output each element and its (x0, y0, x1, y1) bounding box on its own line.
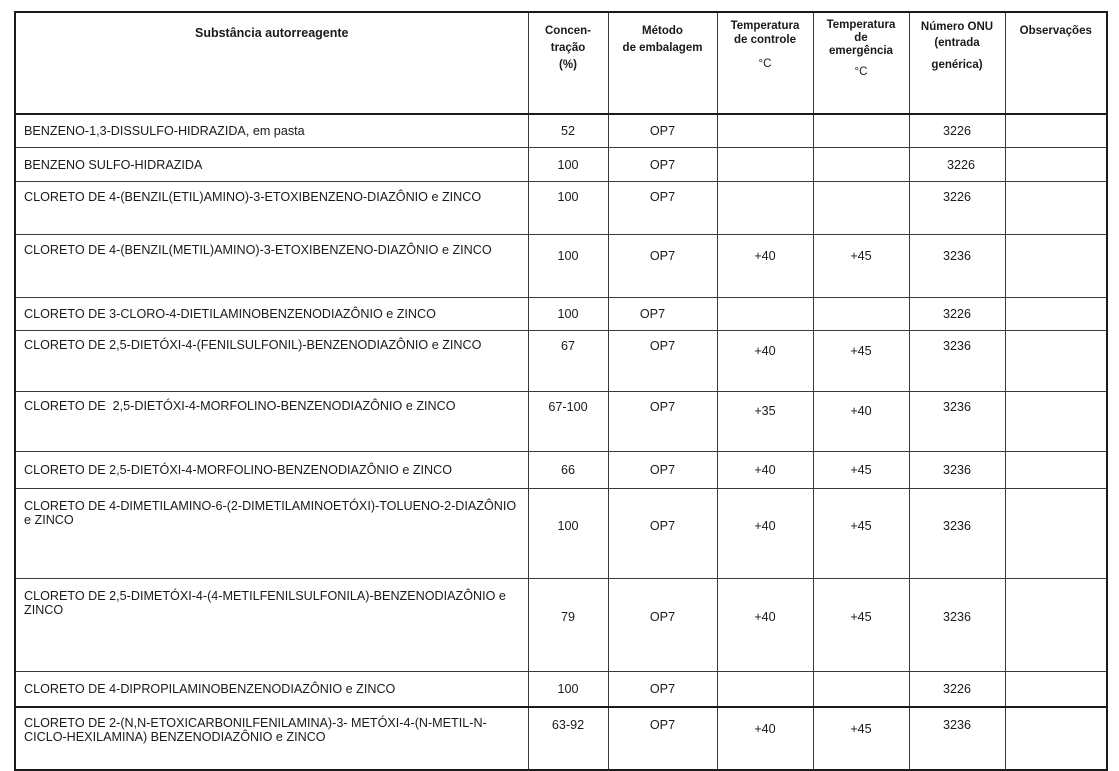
cell-temp-emergencia (813, 298, 909, 331)
header-numero-onu-line: (entrada (934, 37, 980, 49)
cell-substancia: BENZENO SULFO-HIDRAZIDA (15, 148, 528, 182)
table-row (15, 235, 1107, 298)
cell-numero-onu: 3226 (909, 298, 1005, 331)
cell-concentracao: 63-92 (528, 707, 608, 770)
header-numero-onu (909, 12, 1005, 114)
cell-metodo: OP7 (608, 672, 717, 708)
cell-substancia: CLORETO DE 2,5-DIMETÓXI-4-(4-METILFENILSULFONILA)-BENZENODIAZÔNIO e ZINCO (15, 579, 528, 672)
table-row (15, 331, 1107, 392)
header-substancia: Substância autorreagente (15, 12, 528, 114)
cell-temp-controle: +40 (717, 235, 813, 298)
cell-concentracao: 79 (528, 579, 608, 672)
cell-temp-emergencia: +45 (813, 235, 909, 298)
self-reactive-substances-table (14, 11, 1108, 771)
cell-observacoes (1005, 579, 1107, 672)
header-concentracao (528, 12, 608, 114)
cell-observacoes (1005, 298, 1107, 331)
cell-numero-onu: 3236 (909, 489, 1005, 579)
cell-temp-controle: +40 (717, 707, 813, 770)
header-concentracao-line: Concen- (545, 25, 591, 37)
table-row (15, 298, 1107, 331)
header-temp-emergencia-unit: °C (854, 66, 868, 78)
header-concentracao-line: (%) (559, 59, 577, 71)
cell-numero-onu: 3226 (909, 148, 1005, 182)
cell-observacoes (1005, 489, 1107, 579)
header-numero-onu-line: genérica) (931, 59, 983, 71)
header-temp-controle (717, 12, 813, 114)
cell-observacoes (1005, 331, 1107, 392)
cell-temp-emergencia (813, 672, 909, 708)
header-numero-onu-line: Número ONU (920, 21, 994, 33)
cell-temp-emergencia: +40 (813, 392, 909, 452)
cell-concentracao: 100 (528, 489, 608, 579)
cell-concentracao: 100 (528, 182, 608, 235)
header-concentracao-line: tração (550, 42, 586, 54)
cell-substancia: CLORETO DE 4-(BENZIL(ETIL)AMINO)-3-ETOXIBENZENO-DIAZÔNIO e ZINCO (15, 182, 528, 235)
cell-temp-controle: +40 (717, 489, 813, 579)
header-temp-emergencia-line: emergência (829, 45, 893, 57)
cell-substancia: CLORETO DE 4-DIMETILAMINO-6-(2-DIMETILAMINOETÓXI)-TOLUENO-2-DIAZÔNIO e ZINCO (15, 489, 528, 579)
cell-concentracao: 100 (528, 298, 608, 331)
header-temp-controle-line: Temperatura (730, 20, 800, 32)
cell-temp-controle (717, 148, 813, 182)
cell-substancia: CLORETO DE 4-DIPROPILAMINOBENZENODIAZÔNIO e ZINCO (15, 672, 528, 708)
cell-numero-onu: 3236 (909, 707, 1005, 770)
cell-temp-controle (717, 672, 813, 708)
cell-observacoes (1005, 148, 1107, 182)
cell-metodo: OP7 (608, 114, 717, 148)
cell-observacoes (1005, 114, 1107, 148)
cell-metodo: OP7 (608, 579, 717, 672)
cell-metodo: OP7 (608, 707, 717, 770)
table-row (15, 182, 1107, 235)
table-row (15, 148, 1107, 182)
cell-observacoes (1005, 672, 1107, 708)
cell-numero-onu: 3226 (909, 672, 1005, 708)
header-row (15, 12, 1107, 114)
cell-observacoes (1005, 707, 1107, 770)
cell-numero-onu: 3226 (909, 182, 1005, 235)
header-temp-emergencia (813, 12, 909, 114)
cell-temp-emergencia: +45 (813, 452, 909, 489)
cell-temp-emergencia (813, 182, 909, 235)
table-row (15, 114, 1107, 148)
cell-metodo: OP7 (608, 392, 717, 452)
cell-substancia: BENZENO-1,3-DISSULFO-HIDRAZIDA, em pasta (15, 114, 528, 148)
cell-temp-controle (717, 114, 813, 148)
cell-metodo: OP7 (608, 298, 717, 331)
cell-numero-onu: 3236 (909, 452, 1005, 489)
cell-metodo: OP7 (608, 148, 717, 182)
header-temp-controle-line: de controle (734, 34, 796, 46)
cell-metodo: OP7 (608, 331, 717, 392)
table-row (15, 452, 1107, 489)
cell-numero-onu: 3226 (909, 114, 1005, 148)
cell-metodo: OP7 (608, 235, 717, 298)
cell-numero-onu: 3236 (909, 331, 1005, 392)
header-temp-controle-unit: °C (758, 58, 772, 70)
table-row (15, 392, 1107, 452)
cell-temp-emergencia: +45 (813, 489, 909, 579)
cell-numero-onu: 3236 (909, 392, 1005, 452)
table-row (15, 579, 1107, 672)
cell-concentracao: 67-100 (528, 392, 608, 452)
cell-observacoes (1005, 235, 1107, 298)
cell-temp-emergencia (813, 114, 909, 148)
cell-temp-controle (717, 182, 813, 235)
document-page (14, 11, 1108, 771)
cell-concentracao: 66 (528, 452, 608, 489)
cell-temp-emergencia: +45 (813, 579, 909, 672)
cell-metodo: OP7 (608, 182, 717, 235)
cell-metodo: OP7 (608, 489, 717, 579)
cell-concentracao: 100 (528, 235, 608, 298)
cell-concentracao: 67 (528, 331, 608, 392)
cell-substancia: CLORETO DE 2-(N,N-ETOXICARBONILFENILAMINA)-3- METÓXI-4-(N-METIL-N-CICLO-HEXILAMINA) BENZENODIAZÔNIO e ZINCO (15, 707, 528, 770)
cell-concentracao: 100 (528, 148, 608, 182)
cell-substancia: CLORETO DE 4-(BENZIL(METIL)AMINO)-3-ETOXIBENZENO-DIAZÔNIO e ZINCO (15, 235, 528, 298)
cell-temp-emergencia: +45 (813, 707, 909, 770)
cell-temp-controle: +40 (717, 452, 813, 489)
header-metodo (608, 12, 717, 114)
cell-temp-emergencia: +45 (813, 331, 909, 392)
cell-observacoes (1005, 392, 1107, 452)
cell-temp-controle: +40 (717, 579, 813, 672)
cell-observacoes (1005, 452, 1107, 489)
cell-temp-emergencia (813, 148, 909, 182)
cell-observacoes (1005, 182, 1107, 235)
table-row (15, 707, 1107, 770)
cell-temp-controle (717, 298, 813, 331)
header-observacoes: Observações (1005, 12, 1107, 114)
header-temp-emergencia-line: Temperatura (826, 19, 896, 31)
cell-concentracao: 52 (528, 114, 608, 148)
cell-substancia: CLORETO DE 2,5-DIETÓXI-4-MORFOLINO-BENZENODIAZÔNIO e ZINCO (15, 452, 528, 489)
cell-substancia: CLORETO DE 2,5-DIETÓXI-4-MORFOLINO-BENZENODIAZÔNIO e ZINCO (15, 392, 528, 452)
table-row (15, 489, 1107, 579)
cell-substancia: CLORETO DE 2,5-DIETÓXI-4-(FENILSULFONIL)-BENZENODIAZÔNIO e ZINCO (15, 331, 528, 392)
cell-numero-onu: 3236 (909, 235, 1005, 298)
header-metodo-line: de embalagem (622, 42, 703, 54)
cell-temp-controle: +35 (717, 392, 813, 452)
cell-metodo: OP7 (608, 452, 717, 489)
cell-numero-onu: 3236 (909, 579, 1005, 672)
cell-substancia: CLORETO DE 3-CLORO-4-DIETILAMINOBENZENODIAZÔNIO e ZINCO (15, 298, 528, 331)
header-metodo-line: Método (642, 25, 683, 37)
table-row (15, 672, 1107, 708)
header-temp-emergencia-line: de (854, 32, 868, 44)
cell-concentracao: 100 (528, 672, 608, 708)
cell-temp-controle: +40 (717, 331, 813, 392)
